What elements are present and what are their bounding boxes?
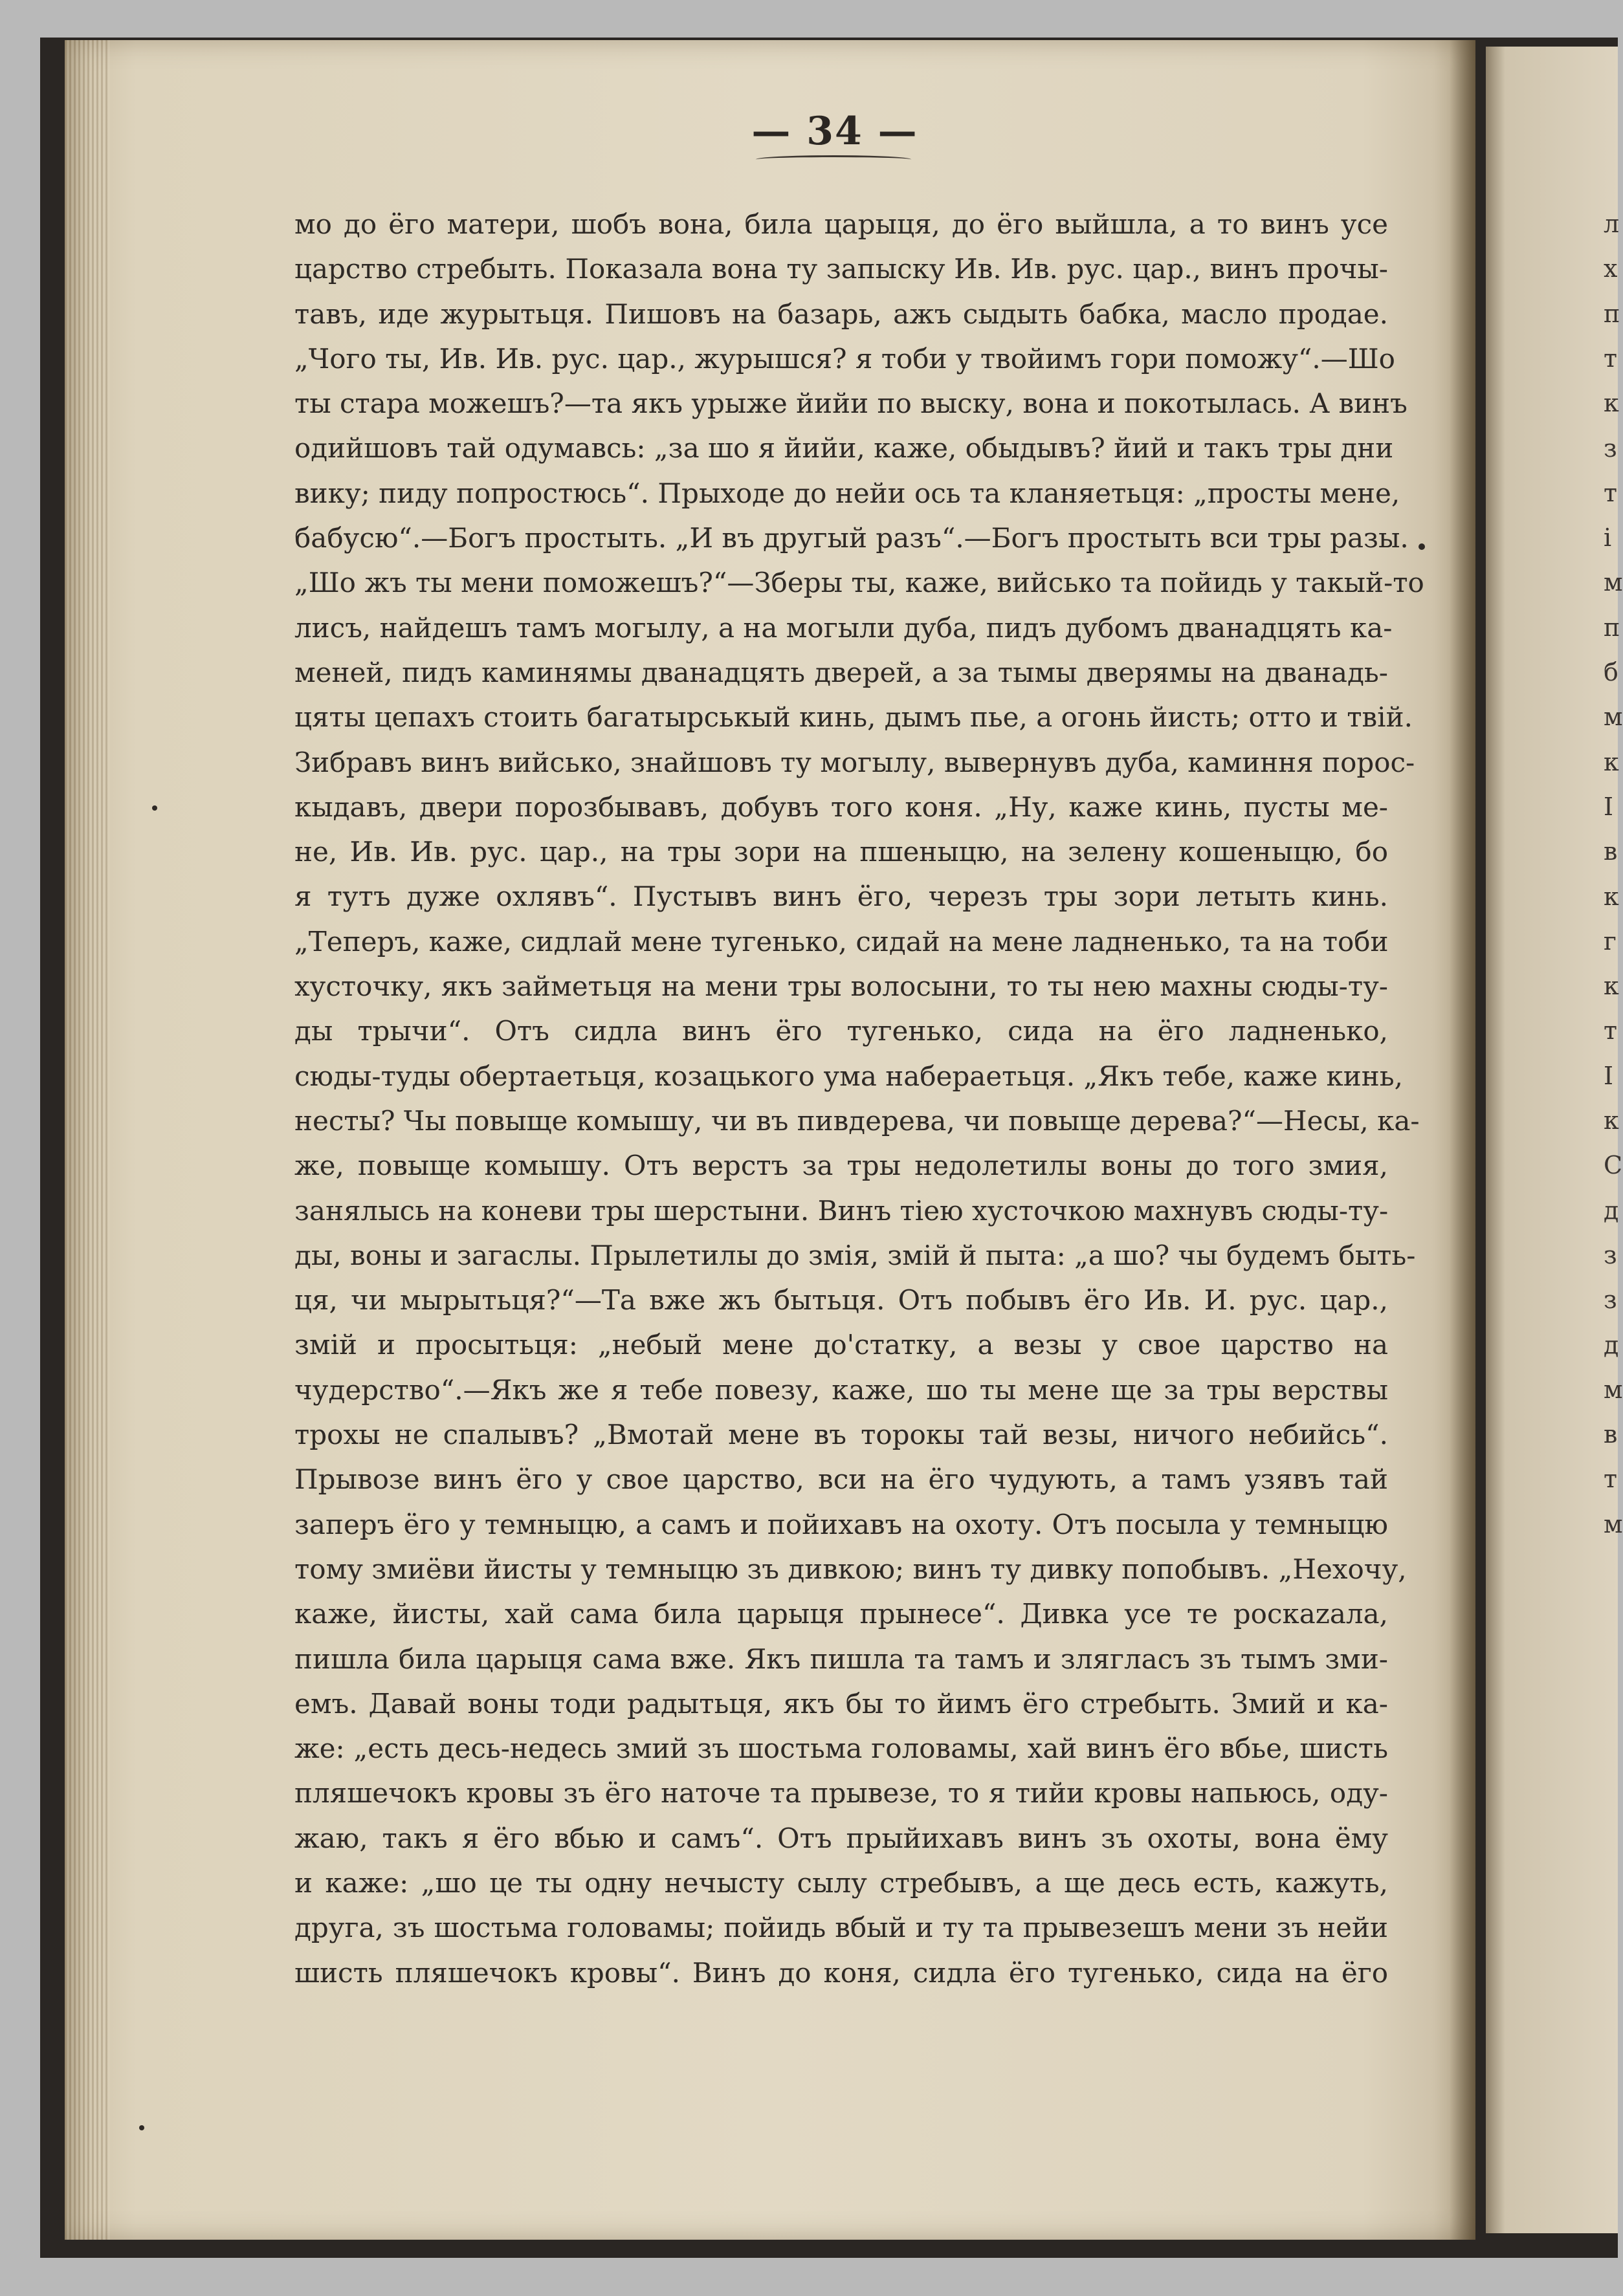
text-line: не, Ив. Ив. рус. цар., на тры зори на пшеныцю, на зелену кошеныцю, бо <box>294 836 1388 868</box>
text-line: вику; пиду попростюсь“. Прыходе до нейи ось та кланяетьця: „просты мене, <box>294 477 1400 509</box>
text-line: чудерство“.—Якъ же я тебе повезу, каже, шо ты мене ще за тры верствы <box>294 1373 1388 1406</box>
text-line: тому змиёви йисты у темныцю зъ дивкою; винъ ту дивку попобывъ. „Нехочу, <box>294 1553 1407 1585</box>
text-line: „Чого ты, Ив. Ив. рус. цар., журышся? я тоби у твойимъ гори поможу“.—Шо <box>294 342 1395 375</box>
header-rule <box>756 155 911 164</box>
facing-page-letter: м <box>1604 1509 1623 1538</box>
facing-page-letter: д <box>1604 1196 1619 1225</box>
text-line: заперъ ёго у темныцю, а самъ и пойихавъ на охоту. Отъ посыла у темныцю <box>294 1508 1388 1540</box>
text-line: Зибравъ винъ вийсько, знайшовъ ту могылу, вывернувъ дуба, каминня порос- <box>294 746 1415 778</box>
text-line: сюды-туды обертаетьця, козацького ума набераетьця. „Якъ тебе, каже кинь, <box>294 1060 1403 1092</box>
text-line: несты? Чы повыще комышу, чи въ пивдерева, чи повыще дерева?“—Несы, ка- <box>294 1104 1420 1137</box>
facing-page-letter: з <box>1604 1285 1617 1315</box>
print-speck <box>1419 543 1425 550</box>
body-text <box>294 202 1424 1995</box>
facing-page-letter: п <box>1604 299 1620 328</box>
facing-page-letter: з <box>1604 433 1617 463</box>
print-speck <box>152 805 157 811</box>
facing-page-letter: к <box>1604 389 1619 418</box>
facing-page-letter: б <box>1604 658 1618 686</box>
page-number: — 34 — <box>751 109 918 154</box>
facing-page-letter: т <box>1604 344 1618 373</box>
facing-page-letter: д <box>1604 1330 1619 1359</box>
text-line: мо до ёго матери, шобъ вона, била царыця, до ёго выйшла, а то винъ усе <box>294 208 1388 240</box>
text-line: цяты цепахъ стоить багатырськый кинь, дымъ пье, а огонь йисть; отто и твій. <box>294 701 1413 734</box>
text-line: ды трычи“. Отъ сидла винъ ёго тугенько, сида на ёго ладненько, <box>294 1015 1388 1047</box>
text-line: жаю, такъ я ёго вбью и самъ“. Отъ прыйихавъ винъ зъ охоты, вона ёму <box>294 1822 1388 1854</box>
facing-page-letter: л <box>1604 210 1620 238</box>
facing-page-letter: к <box>1604 747 1619 776</box>
page-gutter-shadow <box>1450 40 1475 2240</box>
text-line: лисъ, найдешъ тамъ могылу, а на могыли дуба, пидъ дубомъ дванадцять ка- <box>294 611 1393 644</box>
facing-page-letter: т <box>1604 1016 1618 1045</box>
facing-page-letter: С <box>1604 1151 1623 1180</box>
text-line: пишла била царыця сама вже. Якъ пишла та тамъ и злягласъ зъ тымъ зми- <box>294 1643 1388 1675</box>
facing-page-letter: м <box>1604 1375 1623 1404</box>
facing-page-letter: х <box>1604 254 1618 283</box>
facing-page-letter: п <box>1604 613 1620 642</box>
text-line: „Шо жъ ты мени поможешъ?“—Зберы ты, каже, вийсько та пойидь у такый-то <box>294 567 1424 599</box>
facing-page-letter: I <box>1604 1061 1614 1090</box>
text-line: же: „есть десь-недесь змий зъ шостьма головамы, хай винъ ёго вбье, шисть <box>294 1733 1388 1765</box>
text-line: трохы не спалывъ? „Вмотай мене въ торокы тай везы, ничого небийсь“. <box>294 1419 1388 1451</box>
facing-page-letter: в <box>1604 837 1618 866</box>
text-line: занялысь на коневи тры шерстыни. Винъ тiею хусточкою махнувъ сюды-ту- <box>294 1194 1389 1227</box>
text-line: одийшовъ тай одумавсь: „за шо я йийи, каже, обыдывъ? йий и такъ тры дни <box>294 432 1394 465</box>
facing-page-edge <box>1486 47 1618 2233</box>
text-line: змій и просытьця: „небый мене до'статку, а везы у свое царство на <box>294 1329 1388 1361</box>
text-line: бабусю“.—Богъ простыть. „И въ другый разъ“.—Богъ простыть вси тры разы. <box>294 522 1409 554</box>
text-line: ты стара можешъ?—та якъ урыже йийи по выску, вона и покотылась. А винъ <box>294 388 1408 420</box>
text-line: ды, воны и загаслы. Прылетилы до змія, змій й пыта: „а шо? чы будемъ быть- <box>294 1239 1416 1271</box>
text-line: и каже: „шо це ты одну нечысту сылу стребывъ, а ще десь есть, кажуть, <box>294 1866 1388 1899</box>
facing-page-letter: г <box>1604 926 1617 956</box>
text-line: друга, зъ шостьма головамы; пойидь вбый и ту та прывезешъ мени зъ нейи <box>294 1912 1388 1944</box>
facing-page-letter: I <box>1604 792 1614 821</box>
text-line: шисть пляшечокъ кровы“. Винъ до коня, сидла ёго тугенько, сида на ёго <box>294 1956 1388 1989</box>
page-stack-edges <box>65 40 110 2240</box>
facing-page-letter: з <box>1604 1240 1617 1269</box>
text-line: пляшечокъ кровы зъ ёго наточе та прывезе, то я тийи кровы напьюсь, оду- <box>294 1777 1388 1809</box>
facing-page-letter: т <box>1604 1465 1618 1494</box>
facing-page-letter: к <box>1604 882 1619 911</box>
text-line: Прывозе винъ ёго у свое царство, вси на ёго чудують, а тамъ узявъ тай <box>294 1463 1388 1496</box>
facing-page-letter: м <box>1604 703 1623 732</box>
text-line: хусточку, якъ займетьця на мени тры волосыни, то ты нею махны сюды-ту- <box>294 970 1388 1003</box>
print-speck <box>139 2125 144 2130</box>
text-line: „Теперъ, каже, сидлай мене тугенько, сидай на мене ладненько, та на тоби <box>294 925 1389 957</box>
facing-page-letter: к <box>1604 972 1619 1001</box>
text-line: тавъ, иде журытьця. Пишовъ на базарь, ажъ сыдыть бабка, масло продае. <box>294 298 1388 330</box>
facing-page-letter: в <box>1604 1420 1618 1449</box>
text-line: я тутъ дуже охлявъ“. Пустывъ винъ ёго, черезъ тры зори летыть кинь. <box>294 880 1388 913</box>
facing-page-letter: і <box>1604 523 1612 552</box>
text-line: каже, йисты, хай сама била царыця прынесе“. Дивка усе те роскazала, <box>294 1598 1388 1630</box>
facing-page-letter: м <box>1604 568 1623 597</box>
text-line: емъ. Давай воны тоди радытьця, якъ бы то йимъ ёго стребыть. Змий и ка- <box>294 1687 1388 1720</box>
text-line: ця, чи мырытьця?“—Та вже жъ бытьця. Отъ побывъ ёго Ив. И. рус. цар., <box>294 1284 1388 1317</box>
facing-page-letter: т <box>1604 478 1618 507</box>
text-line: кыдавъ, двери порозбывавъ, добувъ того коня. „Ну, каже кинь, пусты ме- <box>294 791 1388 823</box>
text-line: же, повыще комышу. Отъ верстъ за тры недолетилы воны до того змия, <box>294 1150 1388 1182</box>
text-line: меней, пидъ каминямы дванадцять дверей, а за тымы дверямы на дванадь- <box>294 656 1388 688</box>
text-line: царство стребыть. Показала вона ту запыску Ив. Ив. рус. цар., винъ прочы- <box>294 253 1388 285</box>
facing-page-letter: к <box>1604 1106 1619 1135</box>
